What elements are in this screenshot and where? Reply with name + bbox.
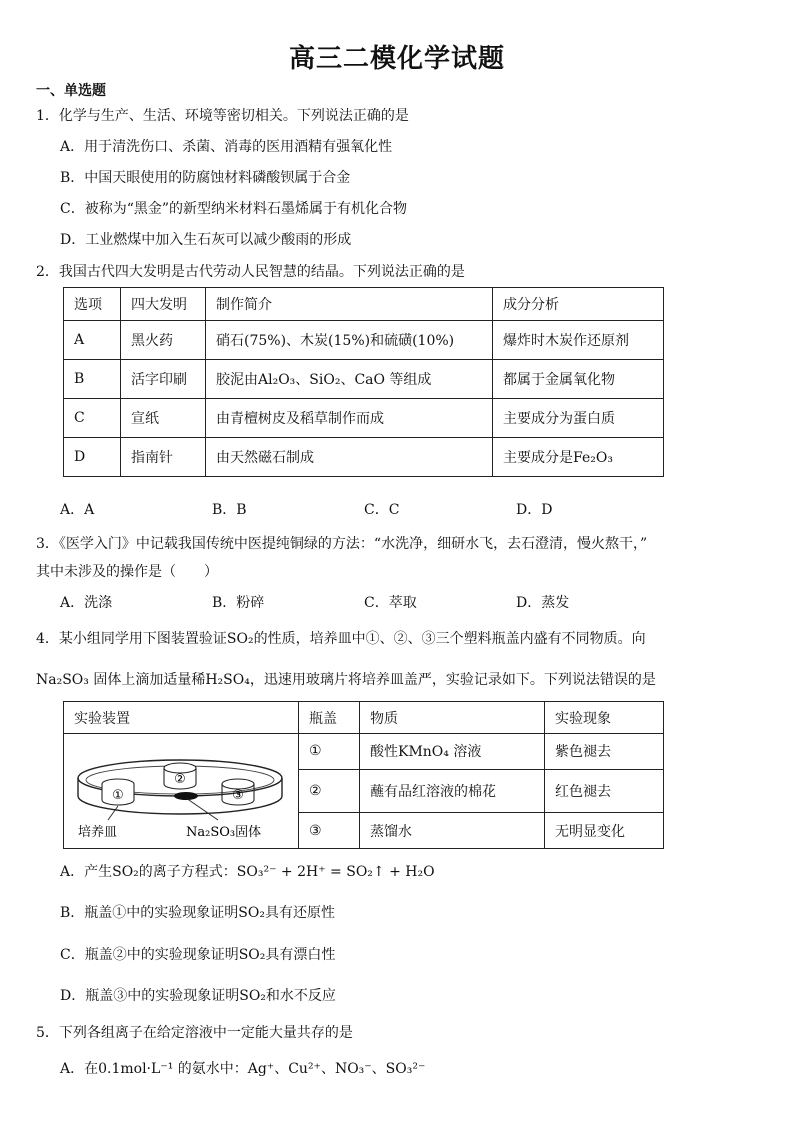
q2-stem: 2．我国古代四大发明是古代劳动人民智慧的结晶。下列说法正确的是 xyxy=(36,264,465,280)
q2-options xyxy=(60,500,552,520)
table-cell: 爆炸时木炭作还原剂 xyxy=(493,321,664,360)
q3-stem-line2: 其中未涉及的操作是（ ） xyxy=(36,564,218,580)
table-header-row xyxy=(64,702,664,734)
q2-table xyxy=(63,287,664,477)
table-cell: 都属于金属氧化物 xyxy=(493,360,664,399)
table-header-cell: 成分分析 xyxy=(493,288,664,321)
table-row xyxy=(64,734,664,770)
table-cell: 胶泥由Al₂O₃、SiO₂、CaO 等组成 xyxy=(206,360,493,399)
table-row xyxy=(64,399,664,438)
table-header-cell: 瓶盖 xyxy=(299,702,360,734)
apparatus-diagram-cell xyxy=(64,734,299,849)
table-cell: ② xyxy=(299,769,360,813)
petri-dish-diagram xyxy=(68,736,294,842)
cap-label-3: ③ xyxy=(232,788,244,803)
cap-label-2: ② xyxy=(174,772,186,787)
solid-label: Na₂SO₃固体 xyxy=(186,825,262,840)
q4-option-b[interactable]: B．瓶盖①中的实验现象证明SO₂具有还原性 xyxy=(60,905,335,921)
table-cell: 活字印刷 xyxy=(121,360,206,399)
table-cell: A xyxy=(64,321,121,360)
table-header-cell: 物质 xyxy=(360,702,545,734)
section-heading: 一、单选题 xyxy=(36,83,106,99)
table-cell: 主要成分为蛋白质 xyxy=(493,399,664,438)
q5-option-a[interactable]: A．在0.1mol·L⁻¹ 的氨水中：Ag⁺、Cu²⁺、NO₃⁻、SO₃²⁻ xyxy=(60,1061,426,1077)
q3-stem-line1: 3．《医学入门》中记载我国传统中医提纯铜绿的方法：“水洗净，细研水飞，去石澄清，慢火熬干，” xyxy=(36,536,648,552)
table-cell: 无明显变化 xyxy=(545,813,664,849)
table-row xyxy=(64,360,664,399)
q5-stem: 5．下列各组离子在给定溶液中一定能大量共存的是 xyxy=(36,1025,353,1041)
q2-option-a[interactable]: A．A xyxy=(60,502,95,518)
table-header-row xyxy=(64,288,664,321)
q2-option-b[interactable]: B．B xyxy=(212,502,247,518)
table-row xyxy=(64,321,664,360)
q4-table xyxy=(63,701,664,849)
q1-option-a[interactable]: A．用于清洗伤口、杀菌、消毒的医用酒精有强氧化性 xyxy=(60,139,393,155)
table-row xyxy=(64,438,664,477)
q1-option-b[interactable]: B．中国天眼使用的防腐蚀材料磷酸钡属于合金 xyxy=(60,170,351,186)
q1-option-d[interactable]: D．工业燃煤中加入生石灰可以减少酸雨的形成 xyxy=(60,232,352,248)
q3-option-a[interactable]: A．洗涤 xyxy=(60,595,113,611)
q4-option-a[interactable]: A．产生SO₂的离子方程式：SO₃²⁻ + 2H⁺ = SO₂↑ + H₂O xyxy=(60,864,435,880)
table-cell: C xyxy=(64,399,121,438)
table-cell: 由天然磁石制成 xyxy=(206,438,493,477)
q4-option-d[interactable]: D．瓶盖③中的实验现象证明SO₂和水不反应 xyxy=(60,988,336,1004)
q3-option-b[interactable]: B．粉碎 xyxy=(212,595,265,611)
table-cell: 硝石(75%)、木炭(15%)和硫磺(10%) xyxy=(206,321,493,360)
cap-label-1: ① xyxy=(112,788,124,803)
q1-stem: 1．化学与生产、生活、环境等密切相关。下列说法正确的是 xyxy=(36,108,409,124)
table-header-cell: 实验装置 xyxy=(64,702,299,734)
table-cell: 紫色褪去 xyxy=(545,734,664,770)
q2-option-c[interactable]: C．C xyxy=(364,502,400,518)
q1-option-c[interactable]: C．被称为“黑金”的新型纳米材料石墨烯属于有机化合物 xyxy=(60,201,408,217)
table-header-cell: 制作简介 xyxy=(206,288,493,321)
table-cell: ① xyxy=(299,734,360,770)
dish-label: 培养皿 xyxy=(78,825,118,840)
table-header-cell: 四大发明 xyxy=(121,288,206,321)
table-cell: 宣纸 xyxy=(121,399,206,438)
table-cell: ③ xyxy=(299,813,360,849)
table-header-cell: 实验现象 xyxy=(545,702,664,734)
q4-stem-line1: 4．某小组同学用下图装置验证SO₂的性质，培养皿中①、②、③三个塑料瓶盖内盛有不同物质。向 xyxy=(36,631,646,647)
table-cell: 蒸馏水 xyxy=(360,813,545,849)
table-cell: B xyxy=(64,360,121,399)
q3-option-d[interactable]: D．蒸发 xyxy=(516,595,570,611)
page-title: 高三二模化学试题 xyxy=(288,44,505,74)
table-cell: 主要成分是Fe₂O₃ xyxy=(493,438,664,477)
table-cell: 红色褪去 xyxy=(545,769,664,813)
q4-option-c[interactable]: C．瓶盖②中的实验现象证明SO₂具有漂白性 xyxy=(60,947,336,963)
table-cell: 蘸有品红溶液的棉花 xyxy=(360,769,545,813)
table-cell: 指南针 xyxy=(121,438,206,477)
table-cell: D xyxy=(64,438,121,477)
table-cell: 由青檀树皮及稻草制作而成 xyxy=(206,399,493,438)
q3-options xyxy=(60,593,569,613)
q2-option-d[interactable]: D．D xyxy=(516,502,553,518)
q3-option-c[interactable]: C．萃取 xyxy=(364,595,417,611)
table-header-cell: 选项 xyxy=(64,288,121,321)
q4-stem-line2: Na₂SO₃ 固体上滴加适量稀H₂SO₄，迅速用玻璃片将培养皿盖严，实验记录如下。下列说法错误的是 xyxy=(36,672,656,688)
table-cell: 黑火药 xyxy=(121,321,206,360)
table-cell: 酸性KMnO₄ 溶液 xyxy=(360,734,545,770)
